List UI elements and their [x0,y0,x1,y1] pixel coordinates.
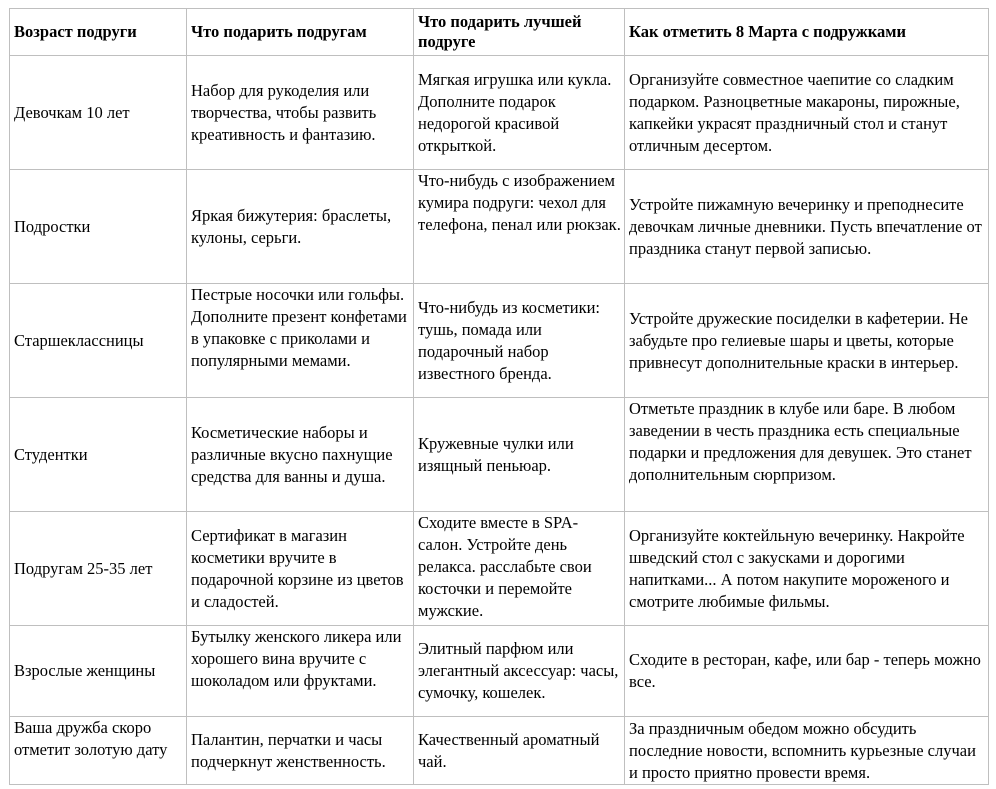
cell-gift-friends: Бутылку женского ликера или хорошего вина вручите с шоколадом или фруктами. [187,626,414,717]
table-row [10,170,989,284]
cell-age: Студентки [10,398,187,512]
header-gift-friends: Что подарить подругам [187,9,414,56]
table-header-row [10,9,989,56]
header-gift-best-friend: Что подарить лучшей подруге [414,9,625,56]
cell-age: Девочкам 10 лет [10,56,187,170]
table-row [10,284,989,398]
cell-celebrate: Отметьте праздник в клубе или баре. В любом заведении в честь праздника есть специальные подарки и предложения для девушек. Это станет дополнительным сюрпризом. [625,398,989,512]
table-row [10,398,989,512]
cell-gift-best-friend: Что-нибудь с изображением кумира подруги: чехол для телефона, пенал или рюкзак. [414,170,625,284]
cell-gift-friends: Сертификат в магазин косметики вручите в подарочной корзине из цветов и сладостей. [187,512,414,626]
cell-gift-best-friend: Кружевные чулки или изящный пеньюар. [414,398,625,512]
cell-gift-best-friend: Мягкая игрушка или кукла. Дополните подарок недорогой красивой открыткой. [414,56,625,170]
cell-gift-friends: Яркая бижутерия: браслеты, кулоны, серьги. [187,170,414,284]
table-row [10,717,989,785]
cell-gift-best-friend: Сходите вместе в SPA-салон. Устройте день релакса. расслабьте свои косточки и перемойте мужские. [414,512,625,626]
gift-ideas-table [9,8,989,785]
table-row [10,626,989,717]
cell-celebrate: Организуйте совместное чаепитие со сладким подарком. Разноцветные макароны, пирожные, капкейки украсят праздничный стол и станут отличным десертом. [625,56,989,170]
cell-celebrate: Устройте пижамную вечеринку и преподнесите девочкам личные дневники. Пусть впечатление от праздника станут первой записью. [625,170,989,284]
cell-celebrate: Сходите в ресторан, кафе, или бар - теперь можно все. [625,626,989,717]
cell-age: Ваша дружба скоро отметит золотую дату [10,717,187,785]
cell-gift-best-friend: Что-нибудь из косметики: тушь, помада или подарочный набор известного бренда. [414,284,625,398]
cell-gift-friends: Косметические наборы и различные вкусно пахнущие средства для ванны и душа. [187,398,414,512]
header-age: Возраст подруги [10,9,187,56]
cell-gift-friends: Пестрые носочки или гольфы. Дополните презент конфетами в упаковке с приколами и популярными мемами. [187,284,414,398]
cell-age: Старшеклассницы [10,284,187,398]
cell-celebrate: Устройте дружеские посиделки в кафетерии. Не забудьте про гелиевые шары и цветы, которые привнесут дополнительные краски в интерьер. [625,284,989,398]
cell-age: Взрослые женщины [10,626,187,717]
cell-gift-best-friend: Качественный ароматный чай. [414,717,625,785]
cell-celebrate: Организуйте коктейльную вечеринку. Накройте шведский стол с закусками и дорогими напитками... А потом накупите мороженого и смотрите любимые фильмы. [625,512,989,626]
cell-age: Подростки [10,170,187,284]
cell-gift-friends: Набор для рукоделия или творчества, чтобы развить креативность и фантазию. [187,56,414,170]
cell-gift-best-friend: Элитный парфюм или элегантный аксессуар: часы, сумочку, кошелек. [414,626,625,717]
table-row [10,56,989,170]
cell-gift-friends: Палантин, перчатки и часы подчеркнут женственность. [187,717,414,785]
header-celebrate: Как отметить 8 Марта с подружками [625,9,989,56]
cell-age: Подругам 25-35 лет [10,512,187,626]
cell-celebrate: За праздничным обедом можно обсудить последние новости, вспомнить курьезные случаи и просто приятно провести время. [625,717,989,785]
table-row [10,512,989,626]
